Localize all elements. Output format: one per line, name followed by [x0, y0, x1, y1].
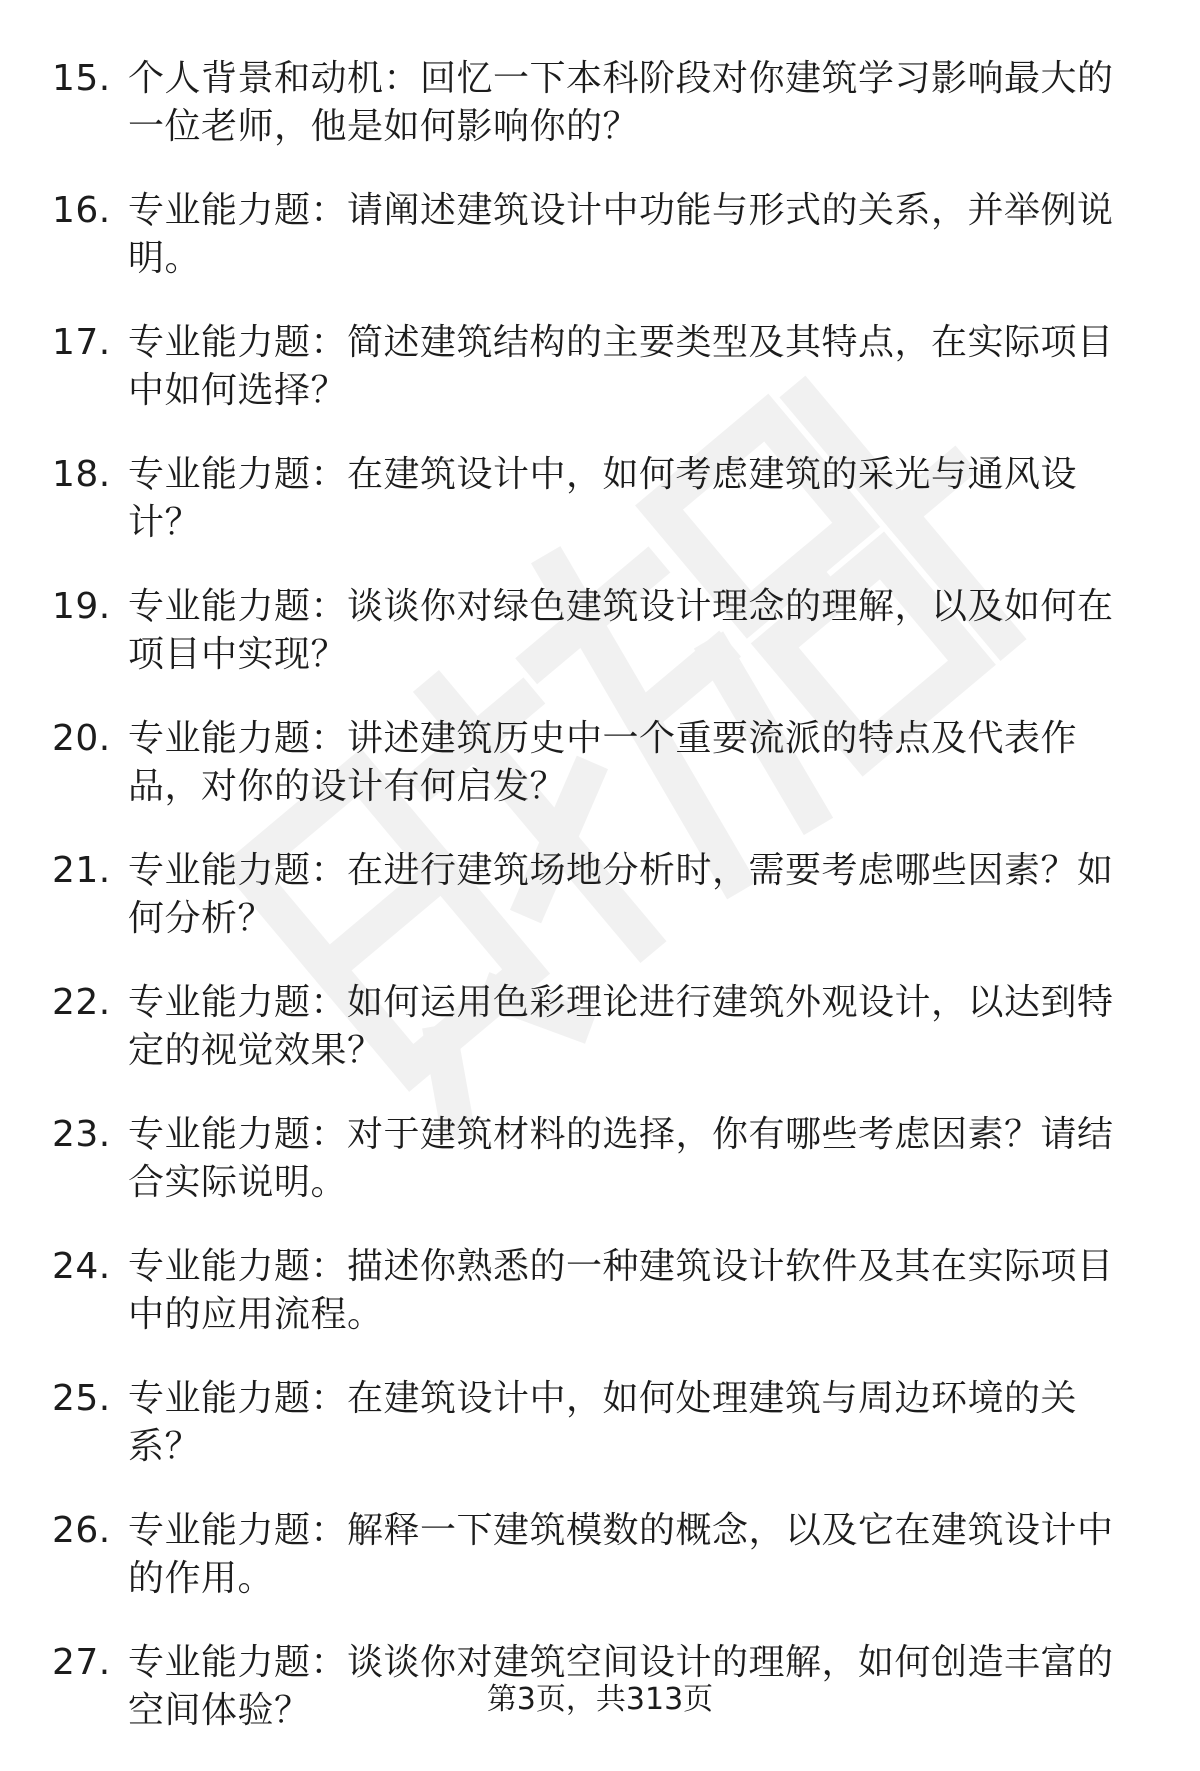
- question-item: [0, 319, 1200, 415]
- question-item: [0, 1111, 1200, 1207]
- question-item: [0, 979, 1200, 1075]
- question-text: 专业能力题：讲述建筑历史中一个重要流派的特点及代表作品，对你的设计有何启发？: [128, 718, 1078, 807]
- question-number: 25.: [52, 1378, 111, 1419]
- page-footer: 第3页，共313页: [486, 1682, 714, 1717]
- question-number: 22.: [52, 982, 111, 1023]
- question-text: 专业能力题：对于建筑材料的选择，你有哪些考虑因素？请结合实际说明。: [128, 1114, 1114, 1203]
- question-item: [0, 583, 1200, 679]
- question-number: 23.: [52, 1114, 111, 1155]
- question-item: [0, 847, 1200, 943]
- question-item: [0, 55, 1200, 151]
- question-number: 24.: [52, 1246, 111, 1287]
- question-text: 专业能力题：请阐述建筑设计中功能与形式的关系，并举例说明。: [128, 190, 1114, 279]
- question-text: 专业能力题：在建筑设计中，如何处理建筑与周边环境的关系？: [128, 1378, 1078, 1467]
- question-list: [0, 55, 1200, 1771]
- question-item: [0, 715, 1200, 811]
- question-number: 26.: [52, 1510, 111, 1551]
- question-item: [0, 451, 1200, 547]
- question-text: 专业能力题：描述你熟悉的一种建筑设计软件及其在实际项目中的应用流程。: [128, 1246, 1114, 1335]
- question-number: 19.: [52, 586, 111, 627]
- question-text: 专业能力题：在进行建筑场地分析时，需要考虑哪些因素？如何分析？: [128, 850, 1114, 939]
- question-number: 16.: [52, 190, 111, 231]
- question-number: 27.: [52, 1642, 111, 1683]
- question-item: [0, 1243, 1200, 1339]
- question-item: [0, 1507, 1200, 1603]
- question-item: [0, 1375, 1200, 1471]
- question-number: 18.: [52, 454, 111, 495]
- question-text: 个人背景和动机：回忆一下本科阶段对你建筑学习影响最大的一位老师，他是如何影响你的？: [128, 58, 1114, 147]
- question-number: 15.: [52, 58, 111, 99]
- question-text: 专业能力题：在建筑设计中，如何考虑建筑的采光与通风设计？: [128, 454, 1078, 543]
- question-text: 专业能力题：如何运用色彩理论进行建筑外观设计，以达到特定的视觉效果？: [128, 982, 1114, 1071]
- question-number: 20.: [52, 718, 111, 759]
- question-number: 17.: [52, 322, 111, 363]
- question-number: 21.: [52, 850, 111, 891]
- question-text: 专业能力题：谈谈你对建筑空间设计的理解，如何创造丰富的空间体验？: [128, 1642, 1114, 1731]
- question-text: 专业能力题：简述建筑结构的主要类型及其特点，在实际项目中如何选择？: [128, 322, 1114, 411]
- question-text: 专业能力题：谈谈你对绿色建筑设计理念的理解，以及如何在项目中实现？: [128, 586, 1114, 675]
- question-text: 专业能力题：解释一下建筑模数的概念，以及它在建筑设计中的作用。: [128, 1510, 1114, 1599]
- question-item: [0, 187, 1200, 283]
